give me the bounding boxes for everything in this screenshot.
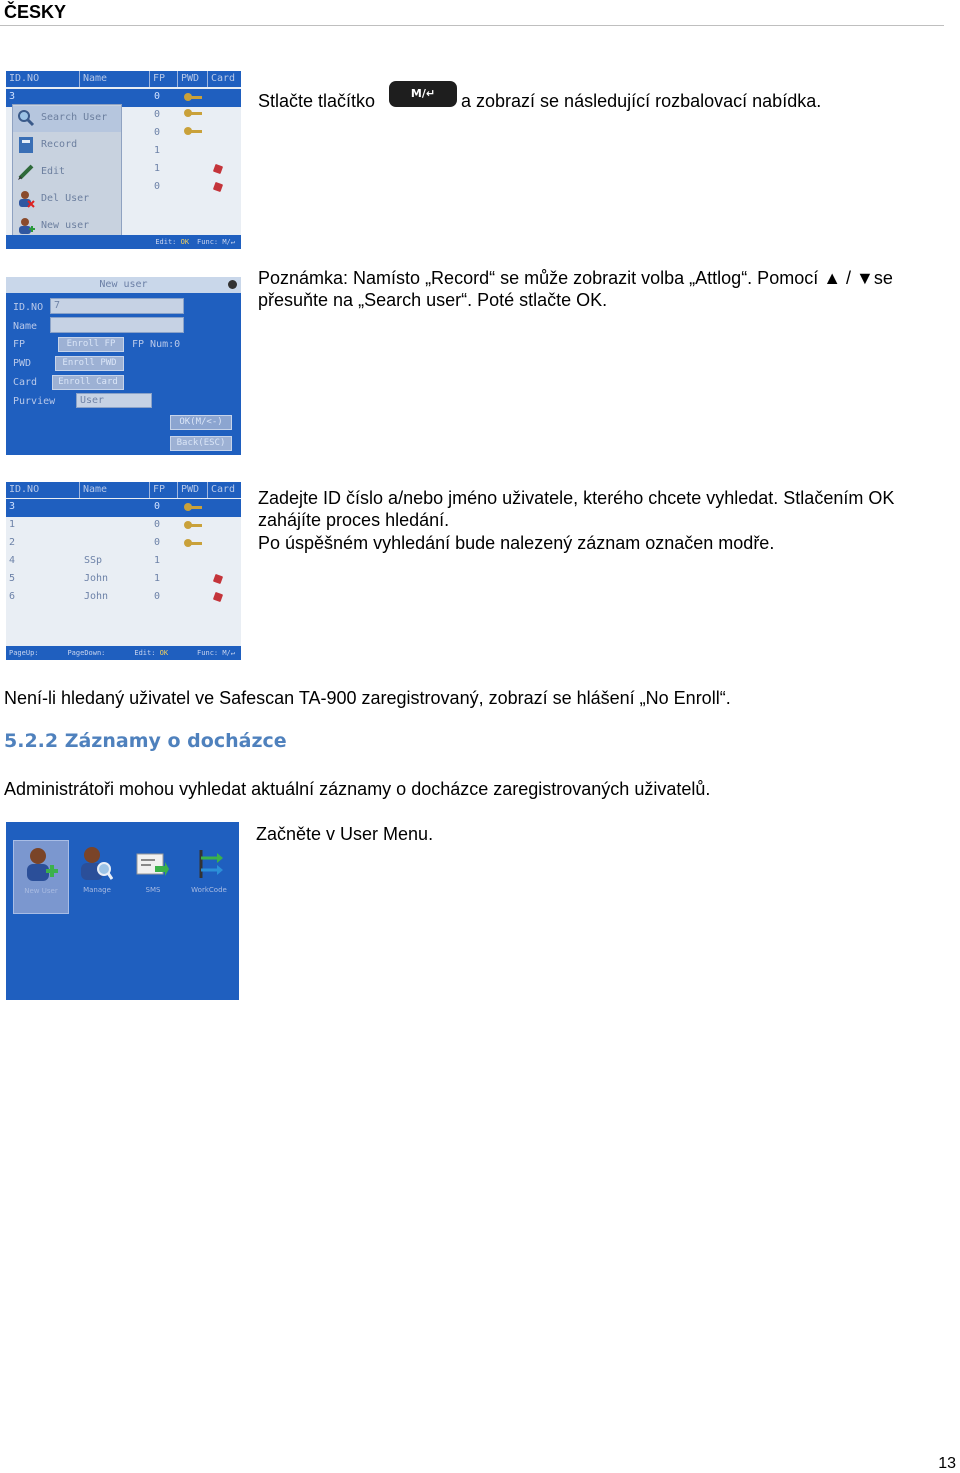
step2-text: Poznámka: Namísto „Record“ se může zobrazit volba „Attlog“. Pomocí ▲ / ▼se přesuňte na „Search user“. Poté stlačte OK. <box>258 268 893 310</box>
menu-item-edit[interactable] <box>13 160 121 186</box>
column-fp: FP <box>150 482 178 498</box>
label-fp: FP <box>13 339 26 350</box>
row-fp: 0 <box>154 109 161 120</box>
row-fp: 1 <box>154 573 161 584</box>
footer-func-label: Func: <box>197 238 219 246</box>
footer-pagedown: PageDown: <box>67 649 106 657</box>
table-row[interactable] <box>6 589 241 607</box>
menu-label: New User <box>24 887 58 895</box>
screenshot-search-result <box>6 482 241 660</box>
menu-label: Record <box>41 139 78 150</box>
table-header <box>6 482 241 498</box>
row-fp: 0 <box>154 537 161 548</box>
pencil-icon <box>17 163 35 181</box>
column-pwd: PWD <box>178 71 208 87</box>
menu-item-sms[interactable] <box>125 840 181 914</box>
footer-func <box>197 235 235 249</box>
form-title: New user <box>6 277 241 293</box>
menu-label: Edit <box>41 166 66 177</box>
key-icon <box>184 109 202 117</box>
manage-user-icon <box>79 846 113 882</box>
key-icon <box>184 521 202 529</box>
column-id: ID.NO <box>6 482 80 498</box>
menu-key-button: M/↵ <box>389 81 457 107</box>
column-fp: FP <box>150 71 178 87</box>
screen-footer <box>6 235 241 249</box>
row-fp: 1 <box>154 145 161 156</box>
column-pwd: PWD <box>178 482 208 498</box>
row-id: 1 <box>9 519 16 530</box>
footer-func <box>197 646 235 660</box>
row-id: 5 <box>9 573 16 584</box>
column-id: ID.NO <box>6 71 80 87</box>
page-number: 13 <box>938 1455 956 1472</box>
menu-label: Manage <box>83 886 111 894</box>
add-user-icon <box>24 847 58 883</box>
footer-func-label: Func: <box>197 649 219 657</box>
menu-item-record[interactable] <box>13 133 121 159</box>
key-icon <box>184 503 202 511</box>
column-name: Name <box>80 482 150 498</box>
enroll-card-button[interactable]: Enroll Card <box>52 375 124 390</box>
name-field[interactable] <box>50 317 184 333</box>
footer-edit <box>134 646 168 660</box>
row-fp: 0 <box>154 181 161 192</box>
table-row-selected[interactable] <box>6 499 241 517</box>
menu-label: New user <box>41 220 90 231</box>
label-pwd: PWD <box>13 358 32 369</box>
table-row[interactable] <box>6 571 241 589</box>
column-card: Card <box>211 73 236 84</box>
key-icon <box>184 93 202 101</box>
label-card: Card <box>13 377 38 388</box>
dropdown-menu <box>12 104 122 244</box>
footer-edit-label: Edit: <box>134 649 156 657</box>
step1-text-before: Stlačte tlačítko <box>258 91 376 111</box>
screen-footer <box>6 646 241 660</box>
sms-icon <box>135 846 169 882</box>
table-row[interactable] <box>6 535 241 553</box>
menu-item-search-user[interactable] <box>13 106 121 132</box>
row-id: 3 <box>9 91 16 102</box>
label-id: ID.NO <box>13 302 44 313</box>
footer-func-key: M/↵ <box>222 649 235 657</box>
label-purview: Purview <box>13 396 56 407</box>
delete-user-icon <box>17 190 35 208</box>
row-fp: 0 <box>154 91 161 102</box>
row-fp: 0 <box>154 127 161 138</box>
start-text: Začněte v User Menu. <box>256 824 434 844</box>
menu-item-workcode[interactable] <box>181 840 237 914</box>
menu-item-manage[interactable] <box>69 840 125 914</box>
record-icon <box>17 136 35 154</box>
menu-label: Del User <box>41 193 90 204</box>
menu-label: WorkCode <box>191 886 227 894</box>
header-divider <box>0 25 944 26</box>
screenshot-user-list-menu <box>6 71 241 249</box>
add-user-icon <box>17 217 35 235</box>
row-fp: 1 <box>154 555 161 566</box>
step3-text-1: Zadejte ID číslo a/nebo jméno uživatele, kterého chcete vyhledat. Stlačením OK zahájíte proces hledání. <box>258 488 895 530</box>
fp-num-label: FP Num:0 <box>132 339 181 350</box>
row-id: 4 <box>9 555 16 566</box>
step1-text-after: a zobrazí se následující rozbalovací nabídka. <box>461 91 822 111</box>
id-field[interactable]: 7 <box>50 298 184 314</box>
ok-button[interactable]: OK(M/<-) <box>170 415 232 430</box>
footer-pageup: PageUp: <box>9 649 39 657</box>
table-header <box>6 71 241 87</box>
section-intro: Administrátoři mohou vyhledat aktuální záznamy o docházce zaregistrovaných uživatelů. <box>4 779 711 799</box>
column-card: Card <box>211 484 236 495</box>
key-icon <box>184 127 202 135</box>
menu-item-new-user[interactable] <box>13 840 69 914</box>
footer-edit-key: OK <box>180 238 190 246</box>
close-icon <box>228 280 237 289</box>
magnifier-icon <box>17 109 35 127</box>
row-id: 6 <box>9 591 16 602</box>
menu-item-del-user[interactable] <box>13 187 121 213</box>
column-name: Name <box>80 71 150 87</box>
enroll-pwd-button[interactable]: Enroll PWD <box>55 356 124 371</box>
footer-edit-label: Edit: <box>155 238 177 246</box>
menu-label: SMS <box>145 886 161 894</box>
page-header: ČESKY <box>4 2 67 22</box>
purview-select[interactable]: User <box>76 393 152 408</box>
workcode-icon <box>191 846 225 882</box>
footer-edit <box>155 235 189 249</box>
row-fp: 1 <box>154 163 161 174</box>
footer-edit-key: OK <box>159 649 169 657</box>
not-enrolled-text: Není-li hledaný uživatel ve Safescan TA-900 zaregistrovaný, zobrazí se hlášení „No Enroll“. <box>4 688 731 708</box>
row-name: John <box>84 591 109 602</box>
row-fp: 0 <box>154 501 161 512</box>
enroll-fp-button[interactable]: Enroll FP <box>58 337 124 352</box>
table-row[interactable] <box>6 517 241 535</box>
row-id: 2 <box>9 537 16 548</box>
row-name: SSp <box>84 555 103 566</box>
section-heading: 5.2.2 Záznamy o docházce <box>4 730 287 752</box>
screenshot-user-menu <box>6 822 239 1000</box>
step3-text-2: Po úspěšném vyhledání bude nalezený záznam označen modře. <box>258 533 775 553</box>
table-row[interactable] <box>6 553 241 571</box>
back-button[interactable]: Back(ESC) <box>170 436 232 451</box>
row-fp: 0 <box>154 519 161 530</box>
row-fp: 0 <box>154 591 161 602</box>
label-name: Name <box>13 321 38 332</box>
screenshot-new-user-form <box>6 277 241 455</box>
footer-func-key: M/↵ <box>222 238 235 246</box>
menu-label: Search User <box>41 112 108 123</box>
row-id: 3 <box>9 501 16 512</box>
row-name: John <box>84 573 109 584</box>
key-icon <box>184 539 202 547</box>
